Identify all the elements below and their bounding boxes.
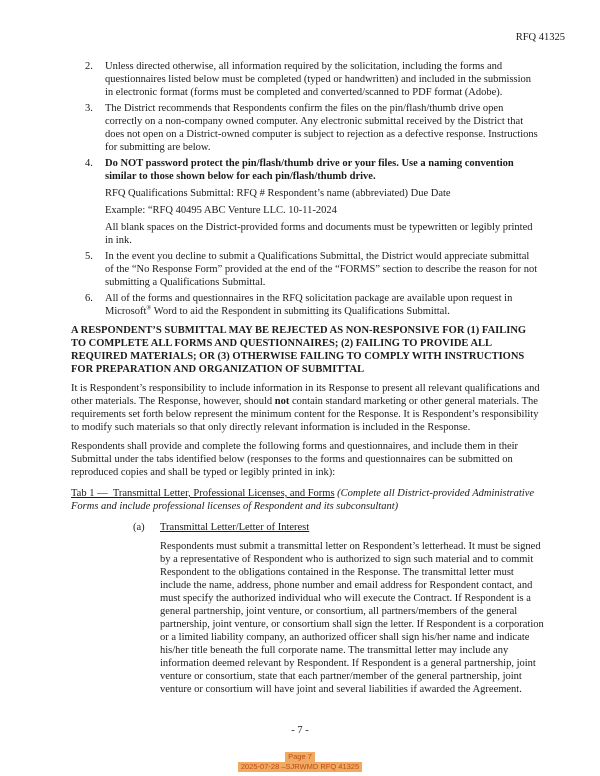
list-item-text-pre: All of the forms and questionnaires in the RFQ solicitation package are available upon request in Microsoft bbox=[105, 293, 513, 317]
list-item-6 bbox=[71, 292, 540, 318]
tab1-heading bbox=[71, 487, 540, 513]
item-a-marker: (a) bbox=[133, 522, 145, 533]
responsibility-text-pre: It is Respondent’s responsibility to include information in its Response to present all relevant qualifications and other materials. The Response, however, should bbox=[71, 383, 540, 407]
provide-forms-paragraph: Respondents shall provide and complete the following forms and questionnaires, and include them in their Submittal under the tabs identified below (responses to the forms and questionnaires can be submitted on reproduced copies and shall be typed or legibly printed in ink): bbox=[71, 441, 519, 478]
tab1-heading-note: (Complete all District-provided Administrative Forms and include professional licenses of Respondent and its subconsultant) bbox=[71, 488, 535, 512]
tab1-heading-title: Tab 1 — Transmittal Letter, Professional Licenses, and Forms bbox=[71, 488, 335, 499]
list-item-text: Unless directed otherwise, all information required by the solicitation, including the forms and questionnaires listed below must be completed (typed or handwritten) and included in the submission in electronic format (forms must be completed and converted/scanned to PDF format (Adobe). bbox=[105, 61, 532, 98]
item-a-body-paragraph: Respondents must submit a transmittal letter on Respondent’s letterhead. It must be signed by a representative of Respondent who is authorized to sign such material and to commit Respondent to the obligations contained in the Response. The transmittal letter must include the name, address, phone number and email address for Respondent contact, and must specify the authorized individual who will execute the Contract. If Respondent is a general partnership, joint venture, or consortium, all partners/members of the general partnership, joint venture, or consortium shall sign the letter. If Respondent is a corporation or a limited liability company, an authorized officer shall sign his/her name and indicate his/her title beneath the full corporate name. The transmittal letter may include any information deemed relevant by Respondent. If Respondent is a general partnership, joint venture or consortium, state that each partner/member of the general partnership, joint venture or consortium will have joint and several liabilities if awarded the Agreement. bbox=[160, 541, 544, 695]
list-item-number: 6. bbox=[85, 293, 93, 304]
responsibility-text-post: contain standard marketing or other general materials. The requirements set forth below represent the minimum content for the Response. It is Respondent’s responsibility to modify such materials so that only directly relevant information is included in the Response. bbox=[71, 396, 539, 433]
naming-example-line: Example: “RFQ 40495 ABC Venture LLC. 10-11-2024 bbox=[105, 205, 337, 216]
footer-stamp-line1: Page 7 bbox=[285, 752, 315, 762]
list-item-number: 3. bbox=[85, 103, 93, 114]
list-item-number: 5. bbox=[85, 251, 93, 262]
list-item-number: 4. bbox=[85, 158, 93, 169]
list-item-number: 2. bbox=[85, 61, 93, 72]
footer-stamp bbox=[0, 752, 600, 772]
list-item-body bbox=[105, 157, 540, 247]
list-item-3 bbox=[71, 102, 540, 154]
page-number: - 7 - bbox=[291, 725, 309, 736]
responsibility-emphasis-not: not bbox=[274, 396, 290, 407]
list-item-text: In the event you decline to submit a Qualifications Submittal, the District would appreciate submittal of the “No Response Form” provided at the end of the “FORMS” section to describe the reason for not submitting a Qualifications Submittal. bbox=[105, 251, 538, 288]
list-item-5 bbox=[71, 250, 540, 289]
list-item-text-post: Word to aid the Respondent in submitting its Qualifications Submittal. bbox=[151, 306, 450, 317]
naming-convention-line: RFQ Qualifications Submittal: RFQ # Respondent’s name (abbreviated) Due Date bbox=[105, 188, 451, 199]
list-item-text: The District recommends that Respondents confirm the files on the pin/flash/thumb drive open correctly on a non-company owned computer. Any electronic submittal received by the District that does not open on a District-owned computer is subject to rejection as a defective response. Instructions for submitting are below. bbox=[105, 103, 538, 153]
footer-stamp-line2: 2025-07-28 –SJRWMD RFQ 41325 bbox=[238, 762, 362, 772]
blank-spaces-note: All blank spaces on the District-provided forms and documents must be typewritten or legibly printed in ink. bbox=[105, 222, 533, 246]
rejection-notice-heading: A RESPONDENT’S SUBMITTAL MAY BE REJECTED AS NON-RESPONSIVE FOR (1) FAILING TO COMPLETE ALL FORMS AND QUESTIONNAIRES; (2) FAILING TO PROVIDE ALL REQUIRED MATERIALS; OR (3) OTHERWISE FAILING TO COMPLY WITH INSTRUCTIONS FOR PREPARATION AND ORGANIZATION OF SUBMITTAL bbox=[71, 325, 527, 375]
item-a-heading bbox=[133, 521, 540, 534]
page-content bbox=[71, 60, 544, 696]
list-item-2 bbox=[71, 60, 540, 99]
doc-header-ref: RFQ 41325 bbox=[515, 32, 565, 43]
list-item-bold-text: Do NOT password protect the pin/flash/thumb drive or your files. Use a naming convention similar to those shown below for each pin/flash/thumb drive. bbox=[105, 158, 514, 182]
item-a-title: Transmittal Letter/Letter of Interest bbox=[160, 522, 310, 533]
registered-trademark-symbol: ® bbox=[146, 304, 152, 312]
list-item-text bbox=[105, 292, 540, 318]
list-item-4 bbox=[71, 157, 540, 247]
responsibility-paragraph bbox=[71, 382, 540, 434]
